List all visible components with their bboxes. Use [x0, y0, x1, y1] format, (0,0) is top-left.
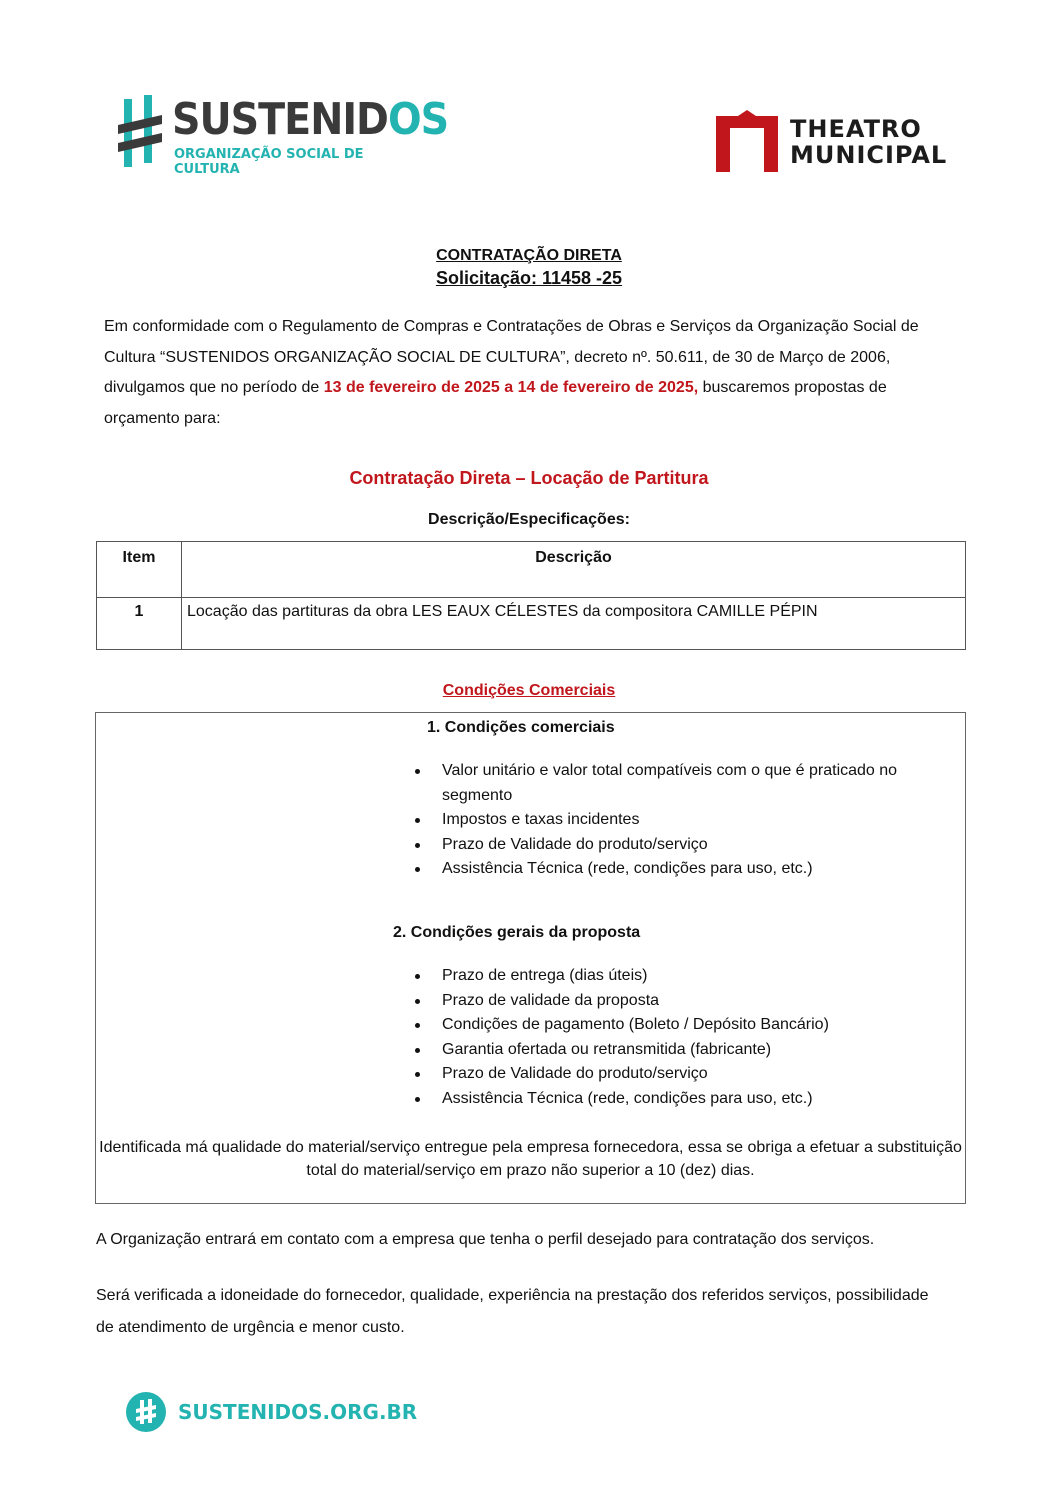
footer-url[interactable]: SUSTENIDOS.ORG.BR	[178, 1400, 418, 1424]
hash-logo-icon	[118, 95, 162, 169]
table-header-descricao: Descrição	[181, 541, 966, 598]
list-item: Assistência Técnica (rede, condições para uso, etc.)	[410, 1087, 950, 1112]
list-item: Assistência Técnica (rede, condições para uso, etc.)	[410, 857, 950, 882]
theatro-mark-icon	[716, 110, 778, 172]
solicitation-number: Solicitação: 11458 -25	[435, 268, 623, 288]
conditions-note: Identificada má qualidade do material/serviço entregue pela empresa fornecedora, essa se obriga a efetuar a substituição total do material/serviço em prazo não superior a 10 (dez) dias.	[99, 1139, 962, 1179]
conditions-heading: Condições Comerciais	[442, 682, 616, 699]
list-item: Valor unitário e valor total compatíveis com o que é praticado no segmento	[410, 759, 950, 808]
document-title: CONTRATAÇÃO DIRETA	[436, 247, 622, 264]
conditions-box	[95, 712, 966, 1204]
conditions-section2-list	[410, 964, 950, 1111]
table-cell-descricao: Locação das partituras da obra LES EAUX CÉLESTES da compositora CAMILLE PÉPIN	[181, 597, 966, 650]
conditions-section1-list	[410, 759, 950, 882]
list-item: Prazo de Validade do produto/serviço	[410, 833, 950, 858]
conditions-section2-title: 2. Condições gerais da proposta	[393, 924, 641, 941]
list-item: Prazo de entrega (dias úteis)	[410, 964, 950, 989]
intro-text: Em conformidade com o Regulamento de Compras e Contratações de Obras e Serviços da Organização Social de Cultura “SUSTENIDOS ORGANIZAÇÃO SOCIAL DE CULTURA”, decreto nº. 50.611, de 30 de Março de 2006, divulgamos que no período de	[104, 318, 919, 396]
theatro-line2: MUNICIPAL	[790, 141, 948, 169]
list-item: Impostos e taxas incidentes	[410, 808, 950, 833]
description-heading: Descrição/Especificações:	[428, 511, 630, 528]
section-title: Contratação Direta – Locação de Partitura	[349, 468, 709, 488]
list-item: Condições de pagamento (Boleto / Depósito Bancário)	[410, 1013, 950, 1038]
closing-paragraph-2: Será verificada a idoneidade do fornecedor, qualidade, experiência na prestação dos referidos serviços, possibilidade de atendimento de urgência e menor custo.	[96, 1287, 929, 1336]
intro-paragraph	[104, 312, 954, 434]
intro-period-highlight: 13 de fevereiro de 2025 a 14 de fevereiro de 2025,	[323, 379, 699, 396]
footer-hash-icon	[126, 1392, 166, 1432]
closing-paragraph-1: A Organização entrará em contato com a empresa que tenha o perfil desejado para contratação dos serviços.	[96, 1231, 875, 1248]
theatro-line1: THEATRO	[790, 115, 922, 143]
conditions-section1-title: 1. Condições comerciais	[427, 719, 615, 736]
table-header-item: Item	[96, 541, 182, 598]
intro-text-end: buscaremos propostas de orçamento para:	[104, 379, 887, 427]
theatro-municipal-logo	[716, 108, 956, 174]
list-item: Garantia ofertada ou retransmitida (fabricante)	[410, 1038, 950, 1063]
footer-logo	[126, 1392, 418, 1436]
sustenidos-logo	[118, 94, 449, 177]
table-cell-item: 1	[96, 597, 182, 650]
item-table	[96, 541, 966, 650]
sustenidos-wordmark: SUSTENIDOS	[172, 94, 449, 145]
sustenidos-subtitle: ORGANIZAÇÃO SOCIAL DE CULTURA	[174, 147, 364, 177]
list-item: Prazo de validade da proposta	[410, 989, 950, 1014]
list-item: Prazo de Validade do produto/serviço	[410, 1062, 950, 1087]
